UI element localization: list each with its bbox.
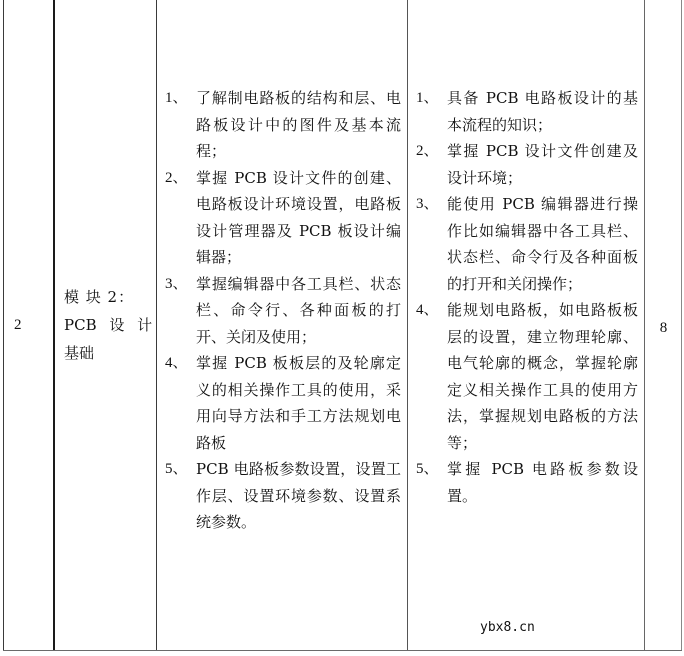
objective-list-item: 4、 能规划电路板，如电路板板层的设置，建立物理轮廓、电气轮廓的概念，掌握轮廓定义相关操作工具的使用方法，掌握规划电路板的方法等； <box>416 301 638 452</box>
module-name-cell <box>57 283 156 367</box>
row-number: 2 <box>14 316 22 333</box>
table-border-right <box>681 0 682 651</box>
content-list-item: 1、 了解制电路板的结构和层、电路板设计中的图件及基本流程； <box>165 89 401 160</box>
content-list-item: 5、 PCB 电路板参数设置，设置工作层、设置环境参数、设置系统参数。 <box>165 460 401 531</box>
objective-list-item: 5、 掌握 PCB 电路板参数设置。 <box>416 460 638 505</box>
table-border-col4 <box>644 0 645 651</box>
watermark-text: ybx8.cn <box>480 620 535 635</box>
content-list-item: 4、 掌握 PCB 板板层的及轮廓定义的相关操作工具的使用，采用向导方法和手工方法规划电路板 <box>165 354 401 452</box>
objective-list-item: 3、 能使用 PCB 编辑器进行操作比如编辑器中各工具栏、状态栏、命令行及各种面板的打开和关闭操作； <box>416 195 638 293</box>
teaching-content-cell <box>165 85 401 536</box>
content-list-item: 3、 掌握编辑器中各工具栏、状态栏、命令行、各种面板的打开、关闭及使用； <box>165 274 401 346</box>
hours-cell <box>646 0 681 656</box>
module-name-line: 基础 <box>64 344 95 362</box>
module-name-line: PCB 设 计 <box>64 316 153 334</box>
objective-list-item: 1、 具备 PCB 电路板设计的基本流程的知识； <box>416 89 638 134</box>
table-border-col2 <box>156 0 157 651</box>
table-border-col3 <box>407 0 408 651</box>
content-list-item: 2、 掌握 PCB 设计文件的创建、电路板设计环境设置，电路板设计管理器及 PCB 板设计编辑器； <box>165 168 401 266</box>
module-name-line: 模 块 2： <box>64 288 135 306</box>
row-number-cell <box>4 0 54 650</box>
class-hours: 8 <box>659 319 668 336</box>
objective-list-item: 2、 掌握 PCB 设计文件创建及设计环境； <box>416 142 638 187</box>
table-border-bottom <box>3 650 682 651</box>
learning-objectives-cell <box>416 85 638 509</box>
